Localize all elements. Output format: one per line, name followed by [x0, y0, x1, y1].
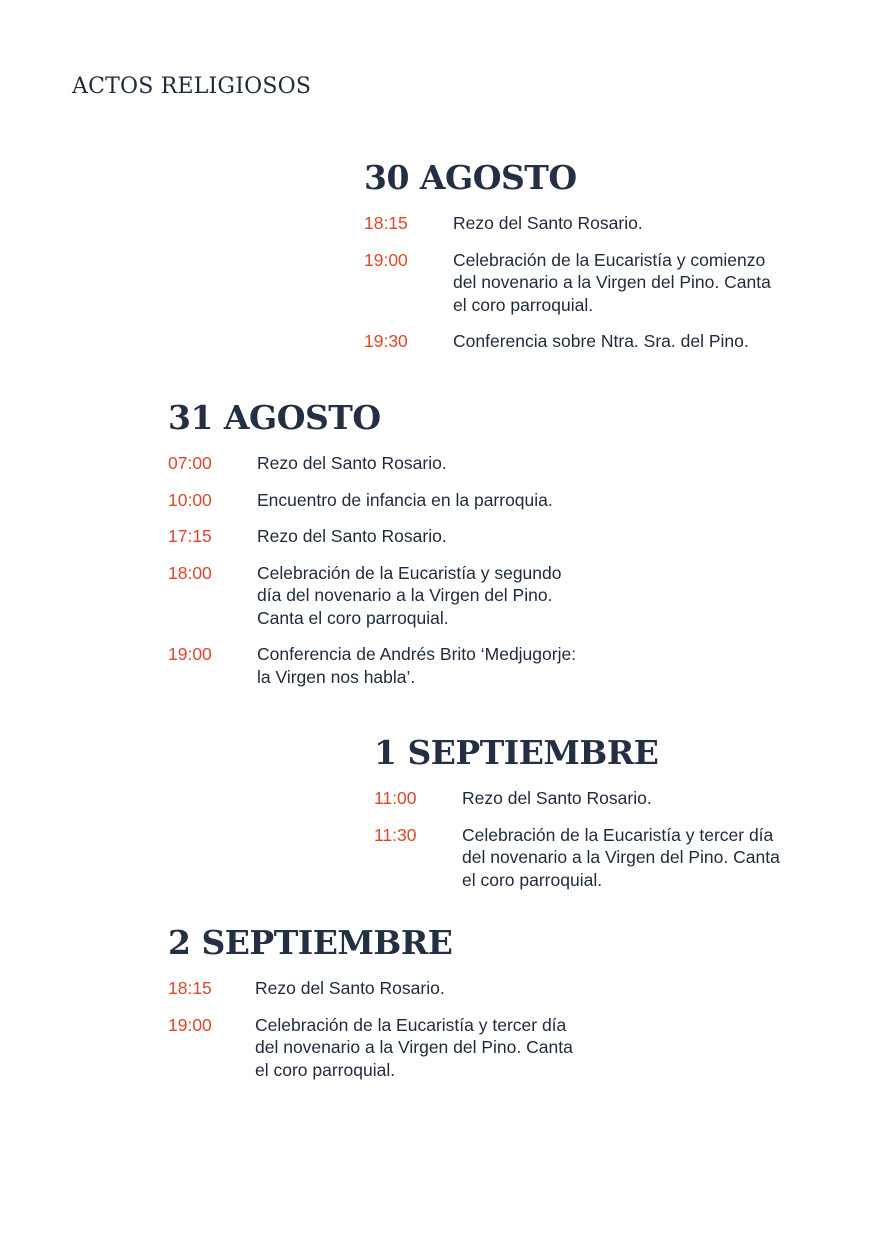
event-description: [462, 787, 652, 810]
event-description-line: Celebración de la Eucaristía y segundo: [257, 562, 562, 583]
event-row: [364, 330, 824, 353]
event-description-line: Rezo del Santo Rosario.: [255, 978, 445, 998]
event-description-line: Rezo del Santo Rosario.: [257, 453, 447, 473]
event-description-line: Celebración de la Eucaristía y tercer día: [255, 1014, 567, 1035]
event-row: [364, 212, 824, 235]
event-description-line: del novenario a la Virgen del Pino. Canta: [462, 847, 780, 867]
day-title: 2 SEPTIEMBRE: [168, 923, 453, 962]
event-time: 11:30: [374, 824, 417, 845]
event-description-line: día del novenario a la Virgen del Pino.: [257, 585, 553, 605]
day-title: 30 AGOSTO: [364, 158, 577, 197]
event-description-line: Rezo del Santo Rosario.: [257, 526, 447, 546]
event-description-line: el coro parroquial.: [462, 869, 603, 890]
event-description: [462, 824, 780, 892]
day-section: [168, 923, 648, 1095]
day-title: 1 SEPTIEMBRE: [374, 733, 659, 772]
event-description-line: Conferencia de Andrés Brito ‘Medjugorje:: [257, 644, 577, 664]
event-description-line: del novenario a la Virgen del Pino. Canta: [453, 272, 771, 292]
event-description: [453, 249, 771, 317]
event-description: [255, 1014, 573, 1082]
page-heading: ACTOS RELIGIOSOS: [72, 74, 312, 99]
event-time: 19:30: [364, 331, 408, 351]
event-row: [168, 977, 648, 1000]
event-description-line: Conferencia sobre Ntra. Sra. del Pino.: [453, 331, 749, 351]
event-time: 11:00: [374, 788, 417, 808]
event-description-line: Celebración de la Eucaristía y comienzo: [453, 249, 766, 270]
day-section: [168, 398, 648, 702]
event-time: 18:15: [364, 213, 408, 233]
event-time: 19:00: [168, 644, 212, 664]
day-title: 31 AGOSTO: [168, 398, 381, 437]
event-row: [168, 562, 648, 630]
event-time: 18:15: [168, 978, 212, 998]
event-description-line: Rezo del Santo Rosario.: [462, 788, 652, 808]
event-row: [374, 824, 834, 892]
event-description-line: el coro parroquial.: [453, 294, 594, 315]
event-time: 19:00: [364, 249, 408, 270]
event-description: [453, 212, 643, 235]
event-description: [453, 330, 749, 353]
event-row: [168, 452, 648, 475]
event-time: 07:00: [168, 453, 212, 473]
day-section: [374, 733, 834, 905]
event-description-line: Encuentro de infancia en la parroquia.: [257, 489, 553, 510]
event-time: 10:00: [168, 489, 212, 510]
day-section: [364, 158, 824, 367]
event-description: [257, 643, 576, 688]
event-description-line: Canta el coro parroquial.: [257, 607, 449, 628]
event-description-line: la Virgen nos habla’.: [257, 666, 416, 687]
event-description-line: Celebración de la Eucaristía y tercer día: [462, 824, 774, 845]
event-row: [364, 249, 824, 317]
event-description-line: del novenario a la Virgen del Pino. Canta: [255, 1037, 573, 1057]
event-description: [257, 525, 447, 548]
event-description: [257, 489, 553, 512]
event-description: [255, 977, 445, 1000]
event-row: [168, 1014, 648, 1082]
event-description-line: el coro parroquial.: [255, 1059, 396, 1080]
event-time: 19:00: [168, 1014, 212, 1035]
event-row: [168, 525, 648, 548]
event-row: [168, 489, 648, 512]
event-description: [257, 562, 562, 630]
event-row: [374, 787, 834, 810]
event-time: 17:15: [168, 526, 212, 546]
event-time: 18:00: [168, 562, 212, 583]
event-row: [168, 643, 648, 688]
event-description: [257, 452, 447, 475]
event-description-line: Rezo del Santo Rosario.: [453, 213, 643, 233]
